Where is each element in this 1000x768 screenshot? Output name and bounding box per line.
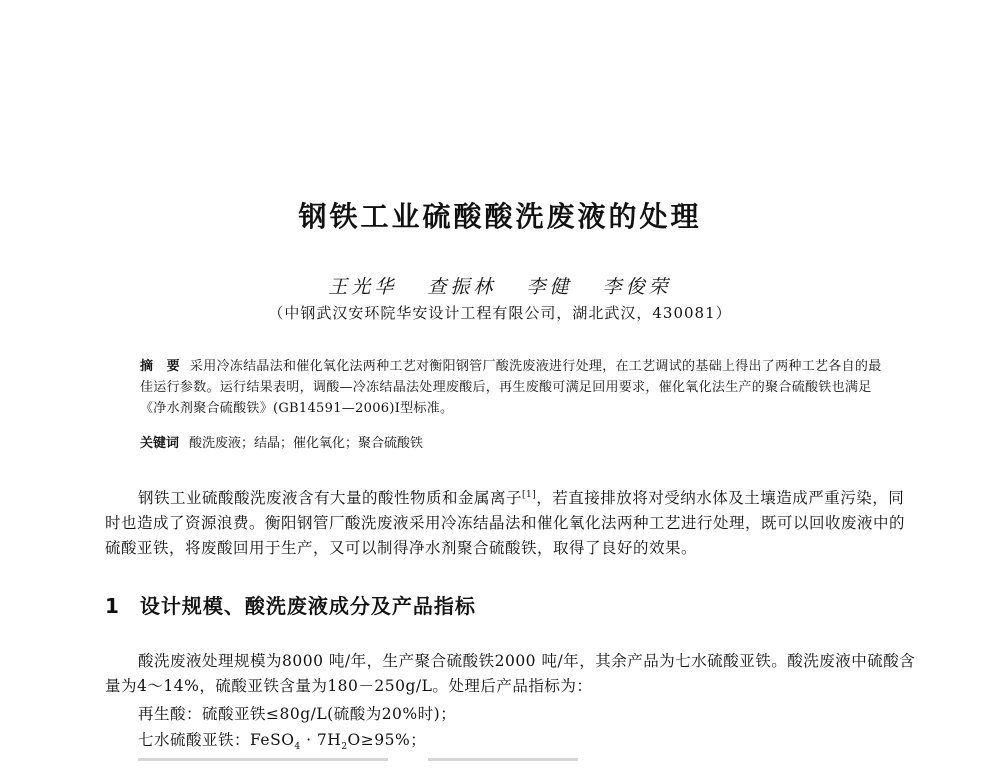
author-name: 查振林 xyxy=(427,276,497,298)
author-name: 李健 xyxy=(526,276,573,298)
keywords xyxy=(140,433,885,454)
abstract xyxy=(140,356,885,419)
spec-regenerated-acid: 再生酸：硫酸亚铁≤80g/L(硫酸为20%时)； xyxy=(138,705,457,723)
spec2-subscript: 4 xyxy=(294,742,301,753)
spec-ferrous-sulfate xyxy=(138,728,426,753)
author-name: 王光华 xyxy=(328,276,398,298)
intro-text-continued: ，若直接排放将对受纳水体及土壤造成严重污染，同时也造成了资源浪费。衡阳钢管厂酸洗废液采用冷冻结晶法和催化氧化法两种工艺进行处理，既可以回收废液中的硫酸亚铁，将废酸回用于生产，又可以制得净水剂聚合硫酸铁，取得了良好的效果。 xyxy=(105,489,906,557)
section-heading xyxy=(105,590,476,619)
intro-paragraph xyxy=(105,486,920,561)
section-number: 1 xyxy=(105,594,120,618)
spec2-subscript: 2 xyxy=(341,742,348,753)
spec2-prefix: 七水硫酸亚铁：FeSO xyxy=(138,731,295,749)
keywords-label: 关键词 xyxy=(140,436,180,451)
cut-off-line xyxy=(138,754,618,768)
intro-text: 钢铁工业硫酸酸洗废液含有大量的酸性物质和金属离子 xyxy=(138,489,523,507)
affiliation: （中钢武汉安环院华安设计工程有限公司，湖北武汉，430081） xyxy=(268,304,732,322)
keywords-text: 酸洗废液；结晶；催化氧化；聚合硫酸铁 xyxy=(189,436,424,451)
paper-title: 钢铁工业硫酸酸洗废液的处理 xyxy=(298,200,702,233)
abstract-text: 采用冷冻结晶法和催化氧化法两种工艺对衡阳钢管厂酸洗废液进行处理，在工艺调试的基础上得出了两种工艺各自的最佳运行参数。运行结果表明，调酸—冷冻结晶法处理废酸后，再生废酸可满足回用要求，催化氧化法生产的聚合硫酸铁也满足《净水剂聚合硫酸铁》(GB14591—2006)Ⅰ型标准。 xyxy=(140,359,882,416)
citation-ref: [1] xyxy=(522,489,537,500)
section-paragraph: 酸洗废液处理规模为8000 吨/年，生产聚合硫酸铁2000 吨/年，其余产品为七水硫酸亚铁。酸洗废液中硫酸含量为4～14%，硫酸亚铁含量为180－250g/L。处理后产品指标为： xyxy=(105,652,916,695)
author-name: 李俊荣 xyxy=(602,276,672,298)
author-list xyxy=(0,272,1000,299)
spec2-suffix: O≥95%； xyxy=(347,731,427,749)
abstract-label: 摘 要 xyxy=(140,359,180,374)
section-title: 设计规模、酸洗废液成分及产品指标 xyxy=(139,594,476,618)
spec2-mid: · 7H xyxy=(300,731,342,749)
